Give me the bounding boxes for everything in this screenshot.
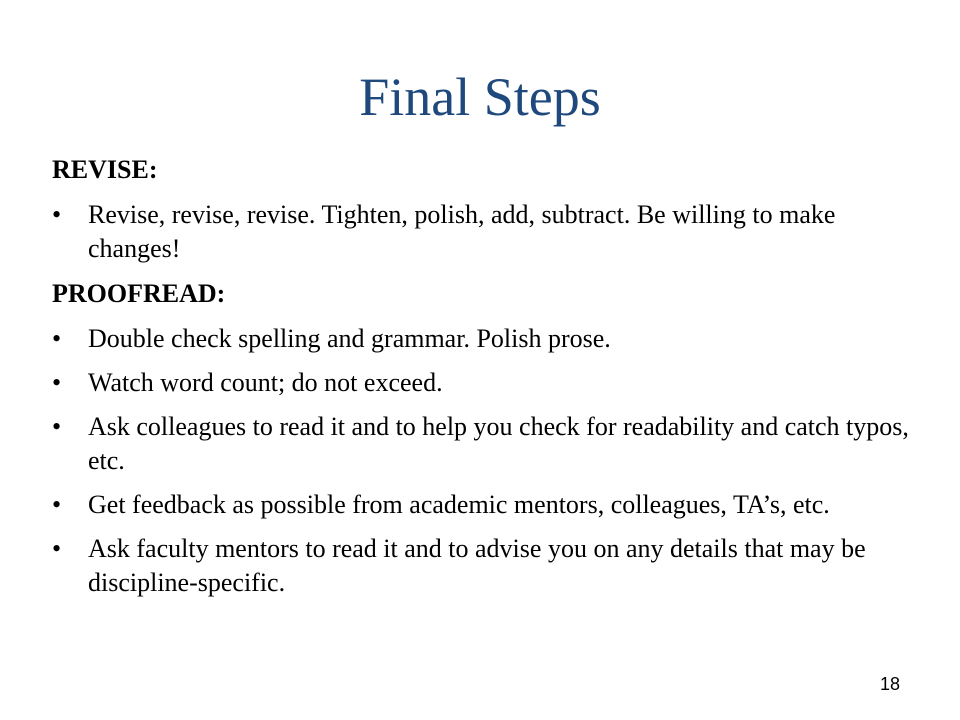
proofread-bullet-list — [52, 322, 912, 600]
list-item — [52, 322, 912, 356]
slide-content — [52, 152, 912, 610]
bullet-text: Double check spelling and grammar. Polish prose. — [88, 324, 611, 353]
bullet-text: Revise, revise, revise. Tighten, polish, add, subtract. Be willing to make changes! — [88, 200, 836, 263]
bullet-text: Ask colleagues to read it and to help you check for readability and catch typos, etc. — [88, 412, 909, 475]
page-number: 18 — [879, 674, 900, 694]
revise-bullet-list — [52, 198, 912, 266]
list-item — [52, 488, 912, 522]
list-item — [52, 366, 912, 400]
bullet-icon: • — [52, 412, 62, 441]
list-item — [52, 410, 912, 478]
slide-title: Final Steps — [359, 67, 601, 127]
list-item — [52, 198, 912, 266]
bullet-icon: • — [52, 534, 62, 563]
bullet-text: Ask faculty mentors to read it and to advise you on any details that may be discipline-specific. — [88, 534, 866, 597]
bullet-icon: • — [52, 200, 62, 229]
bullet-icon: • — [52, 324, 62, 353]
bullet-text: Get feedback as possible from academic mentors, colleagues, TA’s, etc. — [88, 490, 830, 519]
list-item — [52, 532, 912, 600]
bullet-icon: • — [52, 368, 62, 397]
bullet-text: Watch word count; do not exceed. — [88, 368, 443, 397]
section-heading-proofread: PROOFREAD: — [52, 279, 226, 308]
bullet-icon: • — [52, 490, 62, 519]
section-heading-revise: REVISE: — [52, 155, 158, 184]
